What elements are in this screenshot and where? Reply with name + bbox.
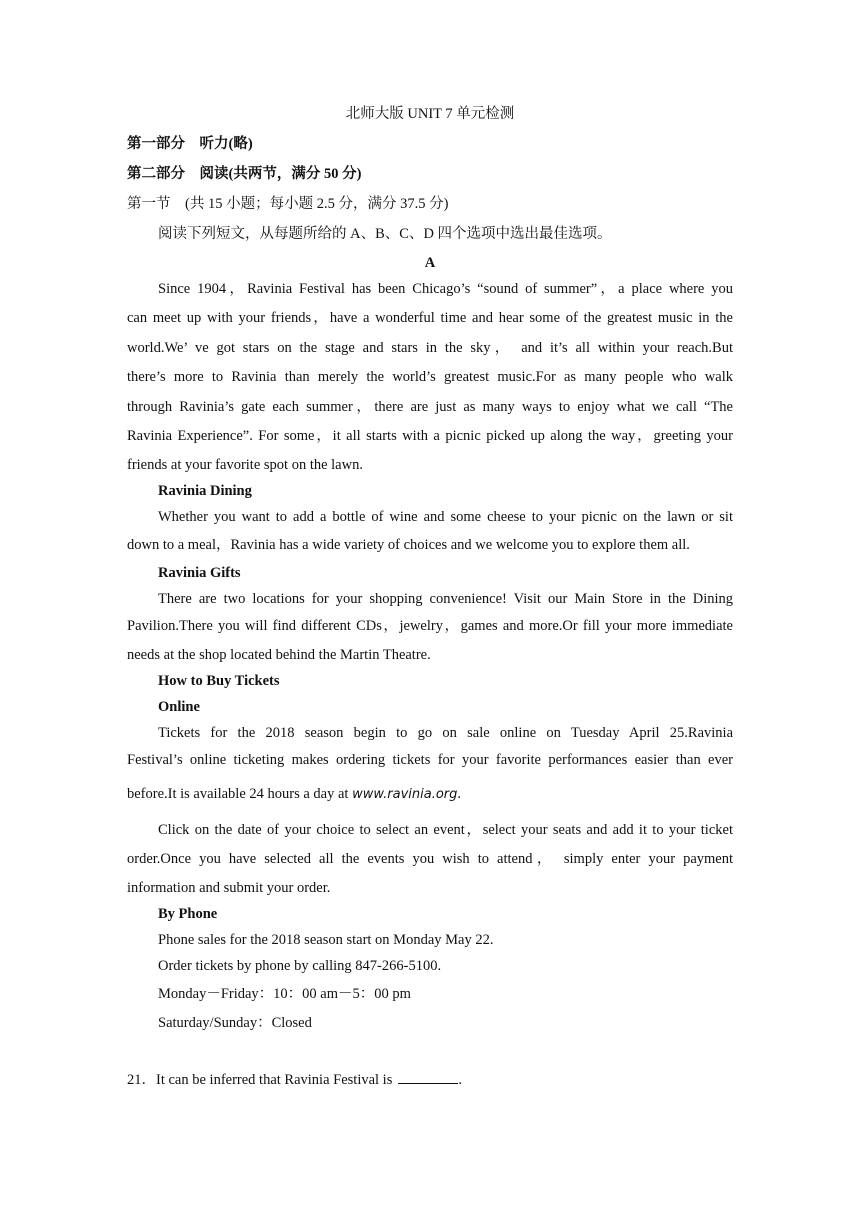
- intro-line: world.We’ ve got stars on the stage and stars in the sky， and it’s all within your reach.But: [127, 340, 733, 356]
- online-line-end: .: [457, 786, 462, 802]
- part1-heading: 第一部分 听力(略): [127, 136, 253, 152]
- online-line-last: [127, 784, 733, 805]
- answer-blank: [398, 1069, 458, 1084]
- online-line: Festival’s online ticketing makes ordering tickets for your favorite performances easier than ever: [127, 752, 733, 768]
- phone-line: Saturday/Sunday：Closed: [158, 1015, 312, 1031]
- phone-heading: By Phone: [158, 906, 218, 922]
- tickets-heading: How to Buy Tickets: [158, 673, 280, 689]
- click-line: information and submit your order.: [127, 880, 331, 896]
- online-line: Tickets for the 2018 season begin to go on sale online on Tuesday April 25.Ravinia: [158, 725, 733, 741]
- gifts-heading: Ravinia Gifts: [158, 565, 241, 581]
- intro-line: through Ravinia’s gate each summer，there are just as many ways to enjoy what we call “The: [127, 399, 733, 415]
- intro-line: can meet up with your friends，have a wonderful time and hear some of the greatest music in the: [127, 310, 733, 326]
- dining-line: down to a meal，Ravinia has a wide variety of choices and we welcome you to explore them all.: [127, 537, 690, 553]
- intro-line: friends at your favorite spot on the lawn.: [127, 457, 363, 473]
- online-heading: Online: [158, 699, 200, 715]
- click-line: Click on the date of your choice to select an event，select your seats and add it to your ticket: [158, 822, 733, 838]
- gifts-line: Pavilion.There you will find different CDs，jewelry，games and more.Or fill your more immediate: [127, 618, 733, 634]
- part2-heading: 第二部分 阅读(共两节，满分 50 分): [127, 166, 362, 182]
- click-line: order.Once you have selected all the events you wish to attend， simply enter your payment: [127, 851, 733, 867]
- instruction-text: 阅读下列短文，从每题所给的 A、B、C、D 四个选项中选出最佳选项。: [158, 226, 612, 242]
- dining-heading: Ravinia Dining: [158, 483, 252, 499]
- phone-line: Order tickets by phone by calling 847-266-5100.: [158, 958, 442, 974]
- website-link[interactable]: www.ravinia.org: [352, 787, 458, 802]
- phone-line: Monday－Friday：10：00 am－5：00 pm: [158, 986, 411, 1002]
- section1-heading: 第一节 (共 15 小题；每小题 2.5 分，满分 37.5 分): [127, 196, 449, 212]
- gifts-line: needs at the shop located behind the Martin Theatre.: [127, 647, 431, 663]
- intro-line: Ravinia Experience”. For some，it all starts with a picnic picked up along the way，greeting your: [127, 428, 733, 444]
- dining-line: Whether you want to add a bottle of wine and some cheese to your picnic on the lawn or sit: [158, 509, 733, 525]
- gifts-line: There are two locations for your shopping convenience! Visit our Main Store in the Dining: [158, 591, 733, 607]
- document-title: 北师大版 UNIT 7 单元检测: [345, 106, 515, 122]
- passage-label: A: [424, 255, 436, 271]
- question-21: 21．It can be inferred that Ravinia Festival is .: [127, 1069, 733, 1090]
- intro-line: there’s more to Ravinia than merely the world’s greatest music.For as many people who walk: [127, 369, 733, 385]
- online-line-text: before.It is available 24 hours a day at: [127, 786, 353, 802]
- phone-line: Phone sales for the 2018 season start on Monday May 22.: [158, 932, 494, 948]
- question-text: 21．It can be inferred that Ravinia Festival is: [127, 1072, 393, 1088]
- intro-line: Since 1904，Ravinia Festival has been Chicago’s “sound of summer”，a place where you: [158, 281, 733, 297]
